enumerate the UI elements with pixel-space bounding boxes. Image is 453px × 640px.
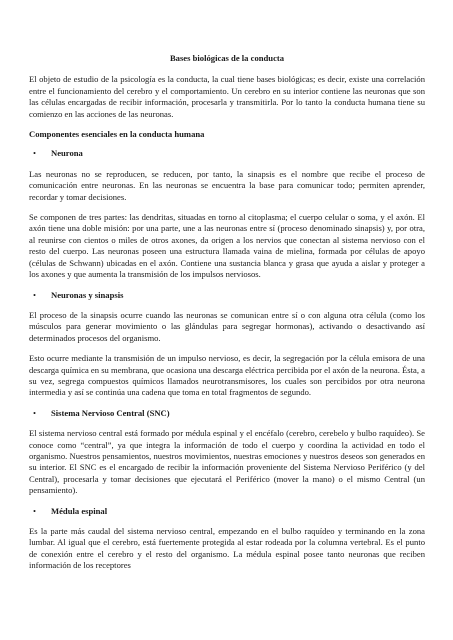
bullet-icon: • bbox=[33, 289, 37, 300]
components-heading: Componentes esenciales en la conducta humana bbox=[29, 129, 205, 140]
sinapsis-paragraph-2: Esto ocurre mediante la transmisión de un impulso nervioso, es decir, la segregación por la célula emisora de una descarga química en su membrana, que ocasiona una descarga eléctrica percibida por el axón de la neurona. Ésta, a su vez, segrega compuestos químicos llamados neurotransmisores, los cuales son percibidos por otra neurona intermedia y así se continúa una cadena que toma en total fragmentos de segundo. bbox=[29, 353, 425, 398]
section-heading-snc bbox=[29, 408, 425, 419]
section-heading-label: Neurona bbox=[51, 148, 83, 159]
intro-paragraph: El objeto de estudio de la psicología es la conducta, la cual tiene bases biológicas; es decir, existe una correlación entre el funcionamiento del cerebro y el comportamiento. Un cerebro en su interior contiene las neuronas que son las células encargadas de recibir información, procesarla y transmitirla. Por lo tanto la conducta humana tiene su comienzo en las acciones de las neuronas. bbox=[29, 74, 425, 119]
document-title: Bases biológicas de la conducta bbox=[169, 53, 285, 63]
section-heading-neurona bbox=[29, 148, 425, 159]
bullet-icon: • bbox=[33, 148, 37, 159]
section-heading-medula bbox=[29, 506, 425, 517]
section-heading-label: Neuronas y sinapsis bbox=[51, 289, 124, 300]
neurona-paragraph-1: Las neuronas no se reproducen, se reducen, por tanto, la sinapsis es el nombre que recibe el proceso de comunicación entre neuronas. En las neuronas se encuentra la base para comunicar todo; permiten aprender, recordar y tomar decisiones. bbox=[29, 168, 425, 202]
bullet-icon: • bbox=[33, 407, 37, 418]
neurona-paragraph-2: Se componen de tres partes: las dendritas, situadas en torno al citoplasma; el cuerpo celular o soma, y el axón. El axón tiene una doble misión: por una parte, une a las neuronas entre sí (proceso denominado sinapsis) y, por otra, al reunirse con cientos o miles de otros axones, da origen a los nervios que conectan al sistema nervioso con el resto del cuerpo. Las neuronas poseen una estructura llamada vaina de mielina, formada por células de apoyo (células de Schwann) ubicadas en el axón. Contiene una sustancia blanca y grasa que ayuda a aislar y proteger a los axones y que aumenta la transmisión de los impulsos nerviosos. bbox=[29, 212, 425, 280]
sinapsis-paragraph-1: El proceso de la sinapsis ocurre cuando las neuronas se comunican entre sí o con alguna otra célula (como los músculos para generar movimiento o las glándulas para segregar hormonas), activando o desactivando así determinados procesos del organismo. bbox=[29, 309, 425, 343]
bullet-icon: • bbox=[33, 505, 37, 516]
medula-paragraph-1: Es la parte más caudal del sistema nervioso central, empezando en el bulbo raquídeo y terminando en la zona lumbar. Al igual que el cerebro, está fuertemente protegida al estar rodeada por la columna vertebral. Es el punto de conexión entre el cerebro y el resto del organismo. La médula espinal posee tanto neuronas que reciben información de los receptores bbox=[29, 526, 425, 571]
section-heading-neuronas-sinapsis bbox=[29, 290, 425, 301]
section-heading-label: Sistema Nervioso Central (SNC) bbox=[51, 407, 170, 418]
snc-paragraph-1: El sistema nervioso central está formado por médula espinal y el encéfalo (cerebro, cerebelo y bulbo raquídeo). Se conoce como “central”, ya que integra la información de todo el cuerpo y coordina la actividad en todo el organismo. Nuestros pensamientos, nuestros movimientos, nuestras emociones y nuestros deseos son generados en su interior. El SNC es el encargado de recibir la información proveniente del Sistema Nervioso Periférico (y del Central), procesarla y tomar decisiones que ejecutará el Periférico (mover la mano) o el mismo Central (un pensamiento). bbox=[29, 428, 425, 496]
section-heading-label: Médula espinal bbox=[51, 505, 108, 516]
